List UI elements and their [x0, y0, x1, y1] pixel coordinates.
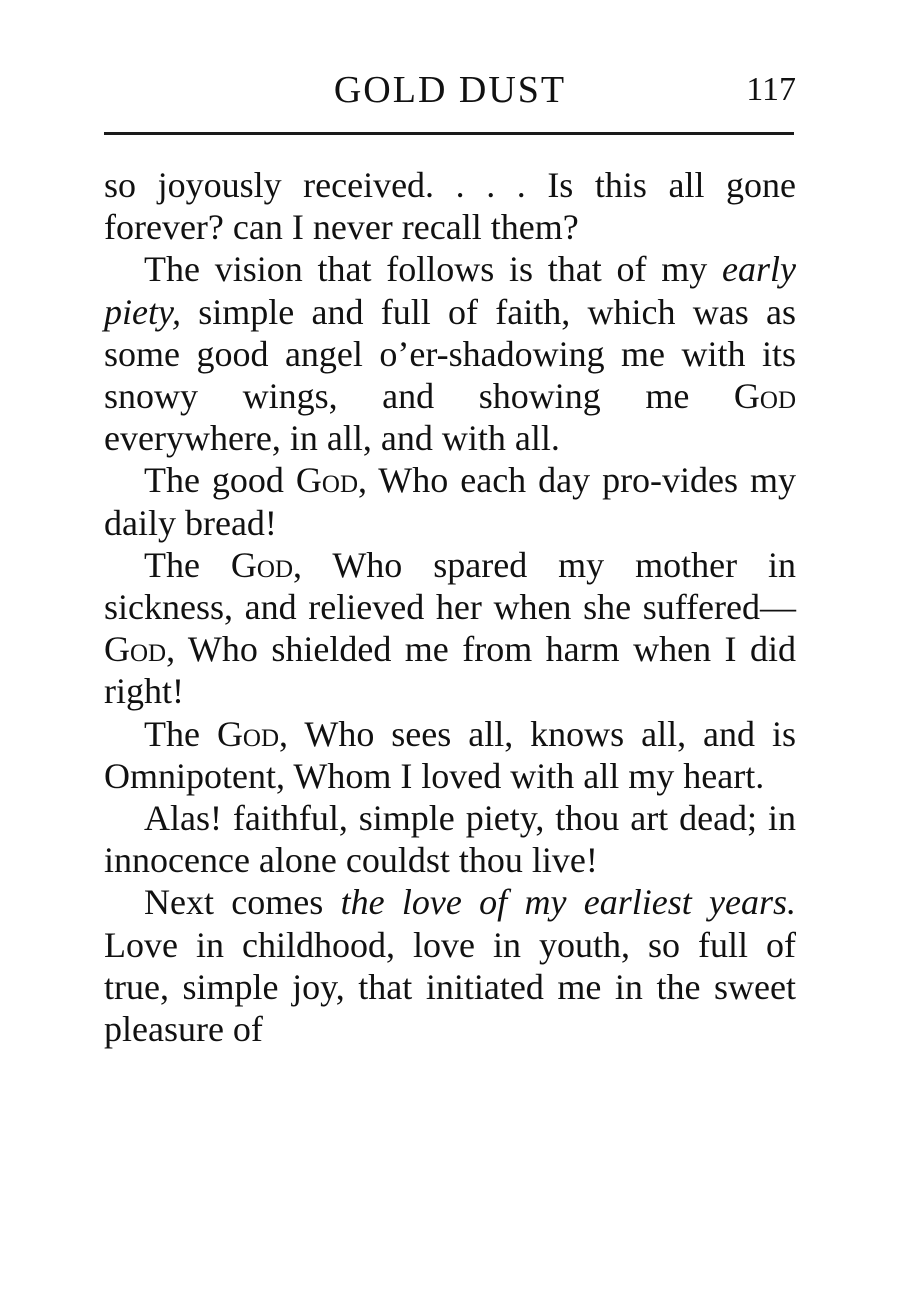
small-caps-word: God — [104, 629, 167, 670]
paragraph-early-piety — [104, 248, 796, 459]
paragraph-text: The good — [144, 460, 296, 501]
small-caps-word: God — [295, 460, 358, 501]
body-text — [104, 164, 796, 1050]
paragraph-mother — [104, 544, 796, 713]
paragraph-text: The — [144, 544, 231, 585]
paragraph-text: Alas! faithful, simple piety, thou art dead; in innocence alone couldst thou live! — [104, 798, 796, 881]
paragraph-text: , Who shielded me from harm when I did right! — [104, 629, 796, 712]
paragraph-alas — [104, 797, 796, 881]
small-caps-word: God — [216, 713, 280, 754]
running-head — [104, 68, 796, 112]
paragraph-text: , Who sees all, knows all, and is Omnipotent, Whom I loved with all my heart. — [104, 713, 796, 796]
paragraph-daily-bread — [104, 459, 796, 543]
paragraph-text: , Who spared my mother in sickness, and relieved her when she suffered— — [104, 544, 797, 628]
header-rule — [104, 132, 794, 135]
paragraph-text: simple and full of faith, which was as some good angel o’er-shadowing me with its snowy wings, and showing me — [104, 291, 796, 417]
paragraph-text: everywhere, in all, and with all. — [104, 418, 560, 459]
paragraph-earliest-love — [104, 881, 796, 1050]
paragraph-text: , Who each day pro-vides my daily bread! — [104, 460, 796, 543]
paragraph-text: The vision that follows is that of my — [144, 249, 723, 290]
italic-phrase: the love of my earliest years. — [340, 882, 796, 923]
small-caps-word: God — [230, 544, 294, 585]
paragraph-text: Next comes — [144, 882, 341, 923]
small-caps-word: God — [733, 376, 796, 417]
paragraph-text: Love in childhood, love in youth, so full of true, simple joy, that initiated me in the sweet pleasure of — [104, 924, 796, 1050]
paragraph-text: The — [144, 713, 217, 754]
paragraph-continued — [104, 164, 796, 248]
paragraph-text: so joyously received. . . . Is this all gone forever? can I never recall them? — [104, 165, 796, 248]
running-title: GOLD DUST — [333, 69, 567, 111]
page-number: 117 — [746, 71, 796, 108]
italic-phrase: early piety, — [104, 249, 796, 332]
paragraph-omnipotent — [104, 713, 796, 797]
